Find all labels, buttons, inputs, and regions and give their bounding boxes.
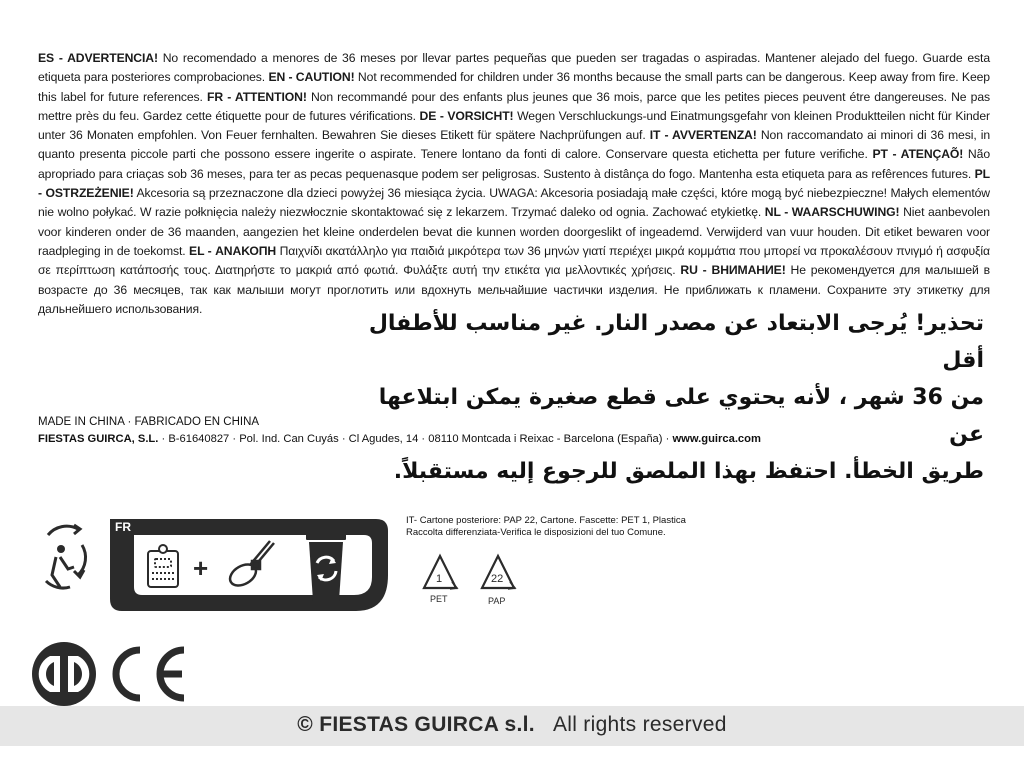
warning-en-label: EN - CAUTION!: [268, 70, 355, 85]
warning-fr-text: Non recommandé pour des enfants plus jeunes que 36 mois, parce que les petites pieces peuvent étre dangereuses. Ne pas mettre près du feu. Gardez cette étiquette pour de futures vérifications.: [38, 89, 991, 123]
warning-es-text: No recomendado a menores de 36 meses por llevar partes pequeñas que pueden ser tragadas o aspiradas. Mantener alejado del fuego. Guarde esta etiqueta para posteriores comprobaciones.: [38, 51, 990, 85]
ce-mark-icon: [116, 650, 184, 698]
warning-nl-text: Niet aanbevolen voor kinderen onder de 36 maanden, aangezien het kleine onderdelen bevat die kunnen worden doorgeslikt of ingeademd. Verwijderd van vuur houden. Dit etiket bewaren voor raadpleging in de toekomst.: [38, 205, 990, 258]
company-address: · B-61640827 · Pol. Ind. Can Cuyás · Cl Agudes, 14 · 08110 Montcada i Reixac - Barcelona (España) ·: [158, 433, 673, 445]
warning-pt-label: PT - ATENÇAÕ!: [872, 147, 964, 162]
recycling-code-pet-icon: [424, 556, 457, 604]
warning-it-text: Non raccomandato ai minori di 36 mesi, in quanto presenta piccole parti che possono essere ingerite o aspirate. Tenere lontano da fonti di calore. Conservare questa etichetta per future verifiche.: [38, 128, 991, 162]
company-info: [38, 433, 761, 445]
warning-pt-text: Não apropriado para criaças sob 36 meses, para ter as pecas pequenasque podem ser peligrosas. Sustento à distânça do fogo. Mantenha esta etiqueta para as refêrences futures.: [38, 147, 990, 181]
code-2-number: 22: [491, 573, 504, 585]
warning-de-label: DE - VORSICHT!: [419, 108, 514, 123]
italian-recycling-note: IT- Cartone posteriore: PAP 22, Cartone. Fascette: PET 1, Plastica Raccolta differenziata-Verifica le disposizioni del tuo Comune.: [406, 515, 686, 538]
warning-nl-label: NL - WAARSCHUWING!: [764, 205, 900, 220]
warning-de-text: Wegen Verschluckungs-und Einatmungsgefahr von kleinen Produktteilen nicht für Kinder unter 36 Monaten empfohlen. Von Feuer fernhalten. Bewahren Sie dieses Etikett für spätere Nachprüfungen auf.: [38, 108, 990, 143]
country-code: FR: [115, 520, 131, 534]
warning-ru-text: Не рекомендуется для малышей в возрасте до 36 месяцев, так как малыши могут проглотить или вдохнуть мельчайшие частички изделия. Не приближать к пламени. Сохраните эту этикетку для дальнейшего использования.: [38, 263, 990, 316]
warning-es-label: ES - ADVERTENCIA!: [38, 51, 158, 65]
triman-icon: [46, 525, 86, 588]
warning-en-text: Not recommended for children under 36 months because the small parts can be dangerous. Keep away from fire. Keep this label for future references.: [38, 70, 990, 104]
recycling-code-pap-icon: [482, 556, 515, 606]
footer-rights: All rights reserved: [552, 713, 727, 736]
warning-ru-label: RU - ВНИМАНИЕ!: [680, 263, 786, 278]
code-1-number: 1: [436, 573, 443, 585]
warning-pl-label: PL - OSTRZEŻENIE!: [38, 166, 990, 201]
resin-codes: [412, 552, 532, 612]
company-name: FIESTAS GUIRCA, S.L.: [38, 433, 159, 445]
recycling-panel: [38, 515, 396, 619]
warning-el-label: EL - ΑΝΑΚΟΠΗ: [189, 243, 277, 258]
arabic-warning: [344, 305, 984, 490]
arabic-line-3: طريق الخطأ. احتفظ بهذا الملصق للرجوع إليه مستقبلاً.: [393, 459, 984, 484]
origin-text: MADE IN CHINA · FABRICADO EN CHINA: [38, 416, 260, 428]
code-2-label: PAP: [488, 596, 506, 606]
footer-bar: [0, 706, 1024, 746]
plus-sign: +: [193, 553, 209, 583]
arabic-line-2: من 36 شهر ، لأنه يحتوي على قطع صغيرة يمكن ابتلاعها عن: [378, 385, 984, 447]
company-website: www.guirca.com: [672, 433, 761, 445]
compliance-logos: [30, 640, 195, 708]
warning-pl-text: Akcesoria są przeznaczone dla dzieci powyżej 36 miesiąca życia. UWAGA: Akcesoria posiadają małe części, które mogą być niebezpieczne! Małych elementów nie wolno połykać. W razie połknięcia należy niezwłocznie skontaktować się z lekarzem. Trzymać daleko od ognia. Zachować etykietkę.: [38, 186, 991, 220]
warning-el-text: Παιχνίδι ακατάλληλο για παιδιά μικρότερα των 36 μηνών γιατί περιέχει μικρά κομμάτια που μπορεί να προκαλέσουν πνιγμό ή ασφυξία σε περίπτωση κατάποσής τους. Διατηρήστε το μακριά από φωτιά. Φυλάξτε αυτή την ετικέτα για μελλοντικές χρήσεις.: [38, 243, 990, 278]
footer-copyright: © FIESTAS GUIRCA s.l.: [297, 713, 535, 736]
code-1-label: PET: [430, 594, 448, 604]
warning-it-label: IT - AVVERTENZA!: [649, 128, 757, 143]
green-dot-icon: [32, 642, 96, 706]
warning-paragraph: [38, 49, 990, 319]
warning-fr-label: FR - ATTENTION!: [207, 89, 307, 104]
arabic-line-1: تحذير! يُرجى الابتعاد عن مصدر النار. غير مناسب للأطفال أقل: [368, 311, 984, 373]
